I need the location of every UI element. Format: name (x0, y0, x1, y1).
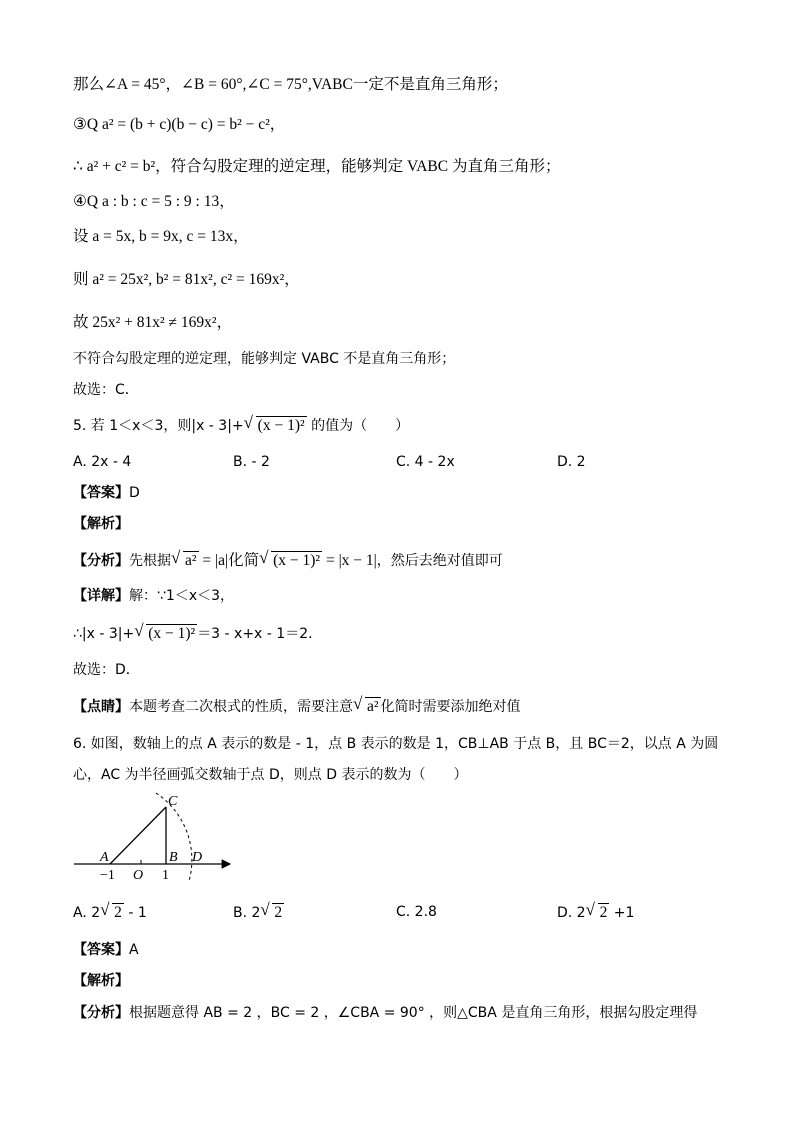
radicand: a² (185, 552, 197, 569)
answer-value: D (129, 485, 140, 501)
solution-line-4: ④Q a : b : c = 5 : 9 : 13， (73, 193, 235, 210)
question-5-stem-end: 的值为（ ） (306, 418, 410, 434)
question-6-fenxi (73, 1004, 697, 1022)
question-6-option-b (233, 903, 284, 922)
radicand: 2 (599, 904, 608, 921)
answer-tag: 【答案】 (73, 942, 129, 958)
option-text-end: +1 (609, 905, 635, 921)
solution-line-choose: 故选：C． (73, 382, 139, 398)
sqrt-symbol (260, 551, 322, 570)
sqrt-symbol (135, 624, 197, 643)
option-text: A. 2 (73, 905, 101, 921)
tick-label-1: 1 (162, 868, 169, 883)
question-6-analysis-tag: 【解析】 (73, 973, 129, 989)
question-6-stem-line-1: 6. 如图，数轴上的点 A 表示的数是 - 1，点 B 表示的数是 1，CB⊥AB 于点 B，且 BC＝2，以点 A 为圆 (73, 736, 719, 752)
question-5-stem (73, 416, 409, 435)
answer-tag: 【答案】 (73, 485, 129, 501)
radicand: (x − 1)² (273, 552, 321, 569)
fenxi-text-end: ，然后去绝对值即可 (376, 553, 503, 569)
radicand: 2 (114, 904, 122, 921)
fenxi-tag: 【分析】 (73, 1005, 129, 1021)
calc-text: ∴|x - 3|+ (73, 626, 135, 642)
question-5-option-c: C. 4 - 2x (396, 454, 455, 470)
calc-text-end: ＝3 - x+x - 1＝2． (197, 626, 323, 642)
solution-line-angles: 那么∠A = 45°，∠B = 60°,∠C = 75°,VABC一定不是直角三角形； (73, 76, 508, 93)
question-6-stem-line-2: 心，AC 为半径画弧交数轴于点 D，则点 D 表示的数为（ ） (73, 767, 468, 783)
option-text: D. 2 (557, 905, 586, 921)
sqrt-symbol (172, 551, 199, 570)
question-5-detail (73, 587, 234, 605)
sqrt-symbol (101, 903, 124, 922)
sqrt-symbol (587, 903, 610, 922)
comment-text-end: 化简时需要添加绝对值 (380, 699, 521, 715)
label-a: A (100, 850, 109, 865)
question-5-analysis-tag: 【解析】 (73, 516, 129, 532)
sqrt-symbol (261, 903, 284, 922)
question-5-option-b: B. - 2 (233, 454, 270, 470)
question-6-option-d (557, 903, 634, 922)
question-6-option-a (73, 903, 147, 922)
radicand: (x − 1)² (148, 625, 196, 642)
radicand: 2 (274, 904, 283, 921)
detail-tag: 【详解】 (73, 588, 129, 604)
radicand: a² (367, 698, 379, 715)
fenxi-math: = |x − 1| (322, 552, 377, 569)
question-6-option-c: C. 2.8 (396, 904, 437, 920)
option-text: B. 2 (233, 905, 261, 921)
label-o: O (133, 868, 144, 883)
label-c: C (168, 794, 178, 809)
label-d: D (192, 850, 203, 865)
question-5-option-a: A. 2x - 4 (73, 454, 132, 470)
solution-line-therefore: ∴ a² + c² = b²，符合勾股定理的逆定理，能够判定 VABC 为直角三角形； (73, 158, 561, 175)
comment-text: 本题考查二次根式的性质，需要注意 (129, 699, 353, 715)
fenxi-tag: 【分析】 (73, 553, 129, 569)
question-5-stem-text: 5. 若 1＜x＜3，则|x - 3|+ (73, 418, 244, 434)
answer-value: A (129, 942, 139, 958)
question-6-answer (73, 941, 139, 959)
comment-tag: 【点睛】 (73, 699, 129, 715)
solution-line-then: 则 a² = 25x², b² = 81x², c² = 169x²， (73, 271, 300, 288)
question-5-calc (73, 624, 322, 643)
fenxi-math: = |a|化简 (198, 552, 260, 569)
question-5-choose: 故选：D． (73, 662, 140, 678)
question-5-fenxi (73, 551, 503, 570)
label-b: B (169, 850, 178, 865)
sqrt-symbol (245, 416, 307, 435)
solution-line-conclusion: 不符合勾股定理的逆定理，能够判定 VABC 不是直角三角形； (73, 351, 456, 367)
number-line-figure (72, 790, 242, 885)
solution-line-3: ③Q a² = (b + c)(b − c) = b² − c²， (73, 116, 286, 133)
segment-ac (110, 807, 166, 864)
question-5-option-d: D. 2 (557, 454, 586, 470)
option-text-end: - 1 (123, 905, 147, 921)
fenxi-text: 先根据 (129, 553, 171, 569)
question-5-answer (73, 484, 140, 502)
radicand: (x − 1)² (257, 417, 305, 434)
sqrt-symbol (354, 697, 381, 716)
solution-line-so: 故 25x² + 81x² ≠ 169x²， (73, 314, 233, 331)
question-5-comment (73, 697, 521, 716)
detail-text: 解：∵1＜x＜3， (129, 588, 235, 604)
tick-label-minus-1: −1 (100, 868, 115, 883)
fenxi-text: 根据题意得 AB = 2 ，BC = 2 ，∠CBA = 90° ，则△CBA 是直角三角形，根据勾股定理得 (129, 1005, 698, 1021)
solution-line-let: 设 a = 5x, b = 9x, c = 13x， (73, 228, 249, 245)
